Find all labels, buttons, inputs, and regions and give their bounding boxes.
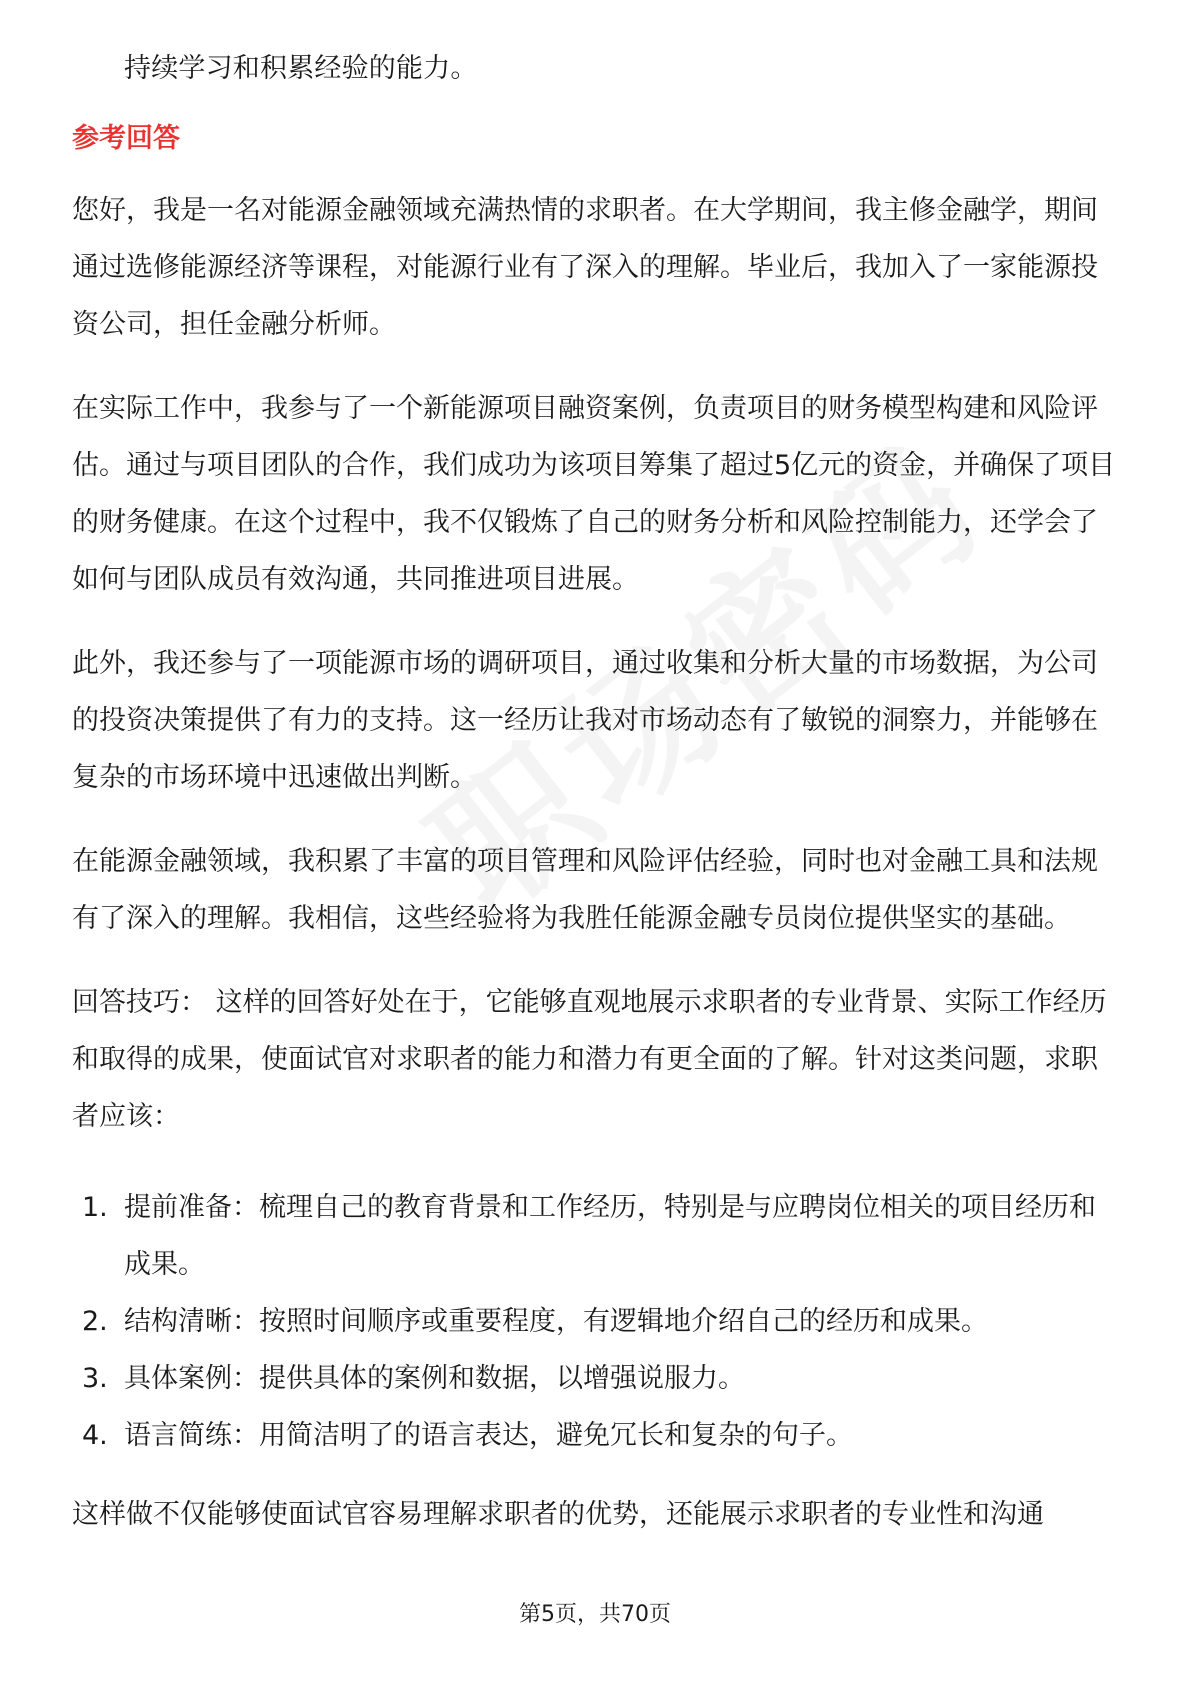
- list-item: [72, 1293, 1122, 1350]
- list-item: [72, 1179, 1122, 1293]
- list-item-number: 4.: [82, 1420, 108, 1451]
- list-item-number: 3.: [82, 1363, 108, 1394]
- list-item: [72, 1407, 1122, 1464]
- page-number-footer: 第5页，共70页: [519, 1602, 671, 1627]
- answer-paragraph-3: 此外，我还参与了一项能源市场的调研项目，通过收集和分析大量的市场数据，为公司的投资决策提供了有力的支持。这一经历让我对市场动态有了敏锐的洞察力，并能够在复杂的市场环境中迅速做出判断。: [72, 648, 1098, 793]
- list-item-number: 1.: [82, 1192, 108, 1223]
- answer-paragraph-1: 您好，我是一名对能源金融领域充满热情的求职者。在大学期间，我主修金融学，期间通过选修能源经济等课程，对能源行业有了深入的理解。毕业后，我加入了一家能源投资公司，担任金融分析师。: [72, 195, 1098, 340]
- closing-paragraph: 这样做不仅能够使面试官容易理解求职者的优势，还能展示求职者的专业性和沟通: [72, 1499, 1044, 1530]
- section-heading: 参考回答: [72, 123, 180, 154]
- tips-list: [72, 1179, 1122, 1464]
- list-item: [72, 1350, 1122, 1407]
- list-item-text: 语言简练：用简洁明了的语言表达，避免冗长和复杂的句子。: [124, 1420, 853, 1451]
- list-item-text: 结构清晰：按照时间顺序或重要程度，有逻辑地介绍自己的经历和成果。: [124, 1306, 988, 1337]
- intro-line: 持续学习和积累经验的能力。: [124, 53, 478, 84]
- list-item-text: 具体案例：提供具体的案例和数据，以增强说服力。: [124, 1363, 745, 1394]
- answer-paragraph-2: 在实际工作中，我参与了一个新能源项目融资案例，负责项目的财务模型构建和风险评估。通过与项目团队的合作，我们成功为该项目筹集了超过5亿元的资金，并确保了项目的财务健康。在这个过程中，我不仅锻炼了自己的财务分析和风险控制能力，还学会了如何与团队成员有效沟通，共同推进项目进展。: [72, 393, 1116, 595]
- answer-paragraph-4: 在能源金融领域，我积累了丰富的项目管理和风险评估经验，同时也对金融工具和法规有了深入的理解。我相信，这些经验将为我胜任能源金融专员岗位提供坚实的基础。: [72, 846, 1098, 934]
- list-item-text: 提前准备：梳理自己的教育背景和工作经历，特别是与应聘岗位相关的项目经历和成果。: [124, 1192, 1096, 1280]
- tips-paragraph: 回答技巧： 这样的回答好处在于，它能够直观地展示求职者的专业背景、实际工作经历和取得的成果，使面试官对求职者的能力和潜力有更全面的了解。针对这类问题，求职者应该：: [72, 987, 1107, 1132]
- page-content: [72, 40, 1122, 1543]
- list-item-number: 2.: [82, 1306, 108, 1337]
